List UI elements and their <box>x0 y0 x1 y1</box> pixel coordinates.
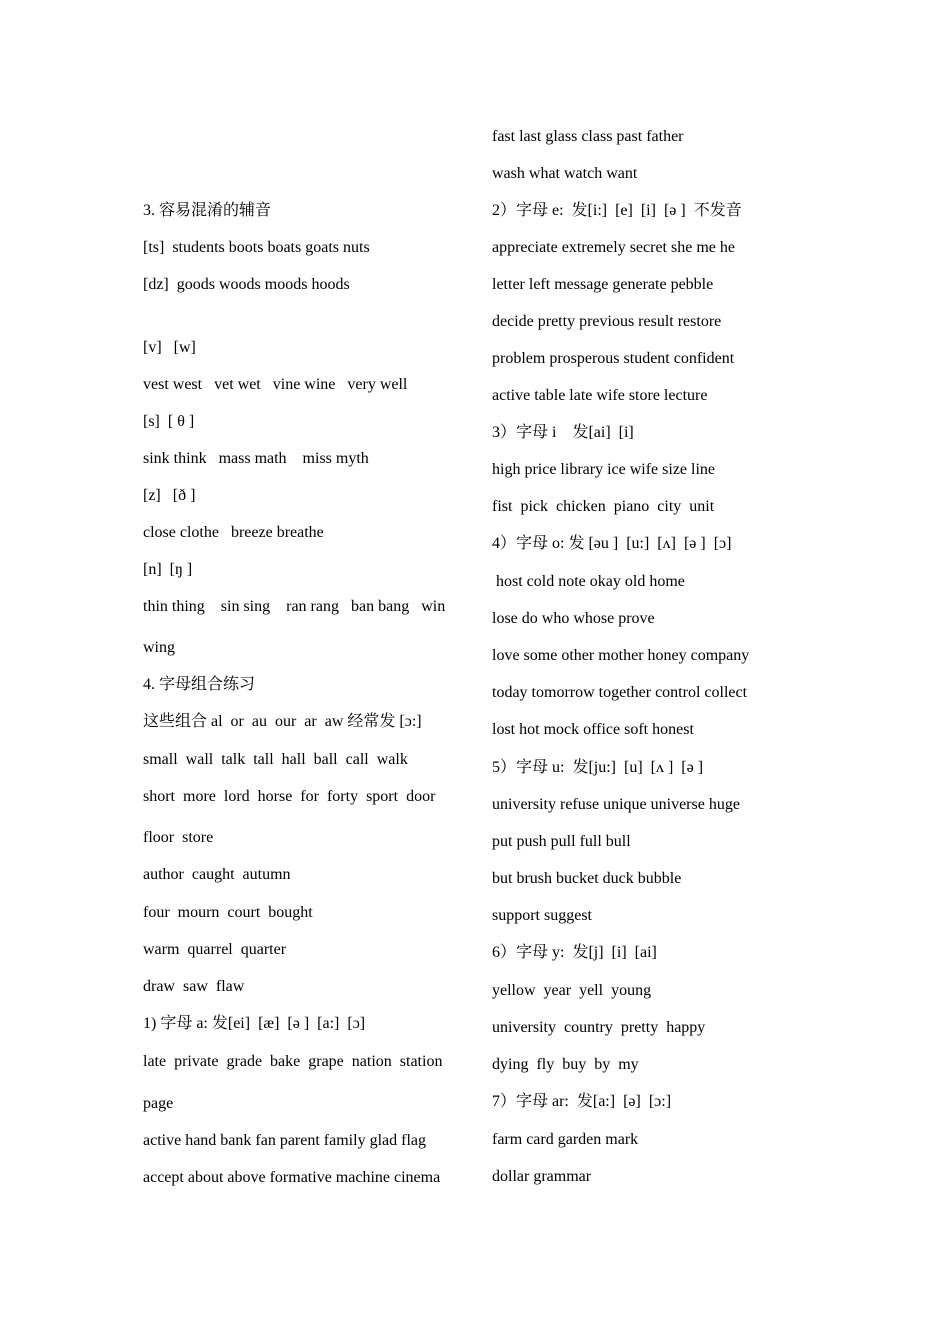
right-line-13: host cold note okay old home <box>492 573 685 590</box>
left-line-6: [s] [ θ ] <box>143 413 195 430</box>
right-line-19: university refuse unique universe huge <box>492 796 740 813</box>
right-line-25: university country pretty happy <box>492 1019 706 1036</box>
left-line-9: close clothe breeze breathe <box>143 524 324 541</box>
right-line-6: decide pretty previous result restore <box>492 313 722 330</box>
left-line-7: sink think mass math miss myth <box>143 450 369 467</box>
left-line-19: four mourn court bought <box>143 904 313 921</box>
left-line-13: 4. 字母组合练习 <box>143 676 256 693</box>
right-line-20: put push pull full bull <box>492 833 631 850</box>
left-line-16: short more lord horse for forty sport door <box>143 788 436 805</box>
left-line-17: floor store <box>143 829 214 846</box>
right-line-4: appreciate extremely secret she me he <box>492 239 735 256</box>
right-line-2: wash what watch want <box>492 165 638 182</box>
left-line-2: [ts] students boots boats goats nuts <box>143 239 370 256</box>
left-line-24: page <box>143 1095 174 1112</box>
right-line-9: 3）字母 i 发[ai] [i] <box>492 424 634 441</box>
right-line-1: fast last glass class past father <box>492 128 684 145</box>
right-line-5: letter left message generate pebble <box>492 276 714 293</box>
left-line-20: warm quarrel quarter <box>143 941 287 958</box>
left-line-18: author caught autumn <box>143 866 291 883</box>
right-line-29: dollar grammar <box>492 1168 592 1185</box>
right-line-28: farm card garden mark <box>492 1131 639 1148</box>
right-line-26: dying fly buy by my <box>492 1056 639 1073</box>
right-line-22: support suggest <box>492 907 592 924</box>
left-line-11: thin thing sin sing ran rang ban bang win <box>143 598 446 615</box>
left-line-15: small wall talk tall hall ball call walk <box>143 751 408 768</box>
right-line-23: 6）字母 y: 发[j] [i] [ai] <box>492 944 657 961</box>
right-line-11: fist pick chicken piano city unit <box>492 498 715 515</box>
right-line-16: today tomorrow together control collect <box>492 684 748 701</box>
right-line-10: high price library ice wife size line <box>492 461 716 478</box>
right-line-24: yellow year yell young <box>492 982 652 999</box>
right-line-18: 5）字母 u: 发[ju:] [u] [ʌ ] [ə ] <box>492 759 704 776</box>
left-line-26: accept about above formative machine cinema <box>143 1169 441 1186</box>
right-line-3: 2）字母 e: 发[i:] [e] [i] [ə ] 不发音 <box>492 202 742 219</box>
left-line-23: late private grade bake grape nation station <box>143 1053 443 1070</box>
right-line-21: but brush bucket duck bubble <box>492 870 682 887</box>
right-line-12: 4）字母 o: 发 [əu ] [u:] [ʌ] [ə ] [ɔ] <box>492 535 732 552</box>
left-line-25: active hand bank fan parent family glad flag <box>143 1132 426 1149</box>
left-line-5: vest west vet wet vine wine very well <box>143 376 408 393</box>
left-line-12: wing <box>143 639 175 656</box>
left-line-21: draw saw flaw <box>143 978 245 995</box>
left-line-22: 1) 字母 a: 发[ei] [æ] [ə ] [a:] [ɔ] <box>143 1015 366 1032</box>
right-line-14: lose do who whose prove <box>492 610 655 627</box>
left-line-14: 这些组合 al or au our ar aw 经常发 [ɔ:] <box>143 713 422 730</box>
right-line-7: problem prosperous student confident <box>492 350 735 367</box>
left-line-3: [dz] goods woods moods hoods <box>143 276 350 293</box>
right-line-17: lost hot mock office soft honest <box>492 721 694 738</box>
right-line-15: love some other mother honey company <box>492 647 750 664</box>
right-line-27: 7）字母 ar: 发[a:] [ə] [ɔ:] <box>492 1093 672 1110</box>
left-line-1: 3. 容易混淆的辅音 <box>143 202 272 219</box>
left-line-10: [n] [ŋ ] <box>143 561 193 578</box>
left-line-8: [z] [ð ] <box>143 487 196 504</box>
left-line-4: [v] [w] <box>143 339 196 356</box>
right-line-8: active table late wife store lecture <box>492 387 708 404</box>
